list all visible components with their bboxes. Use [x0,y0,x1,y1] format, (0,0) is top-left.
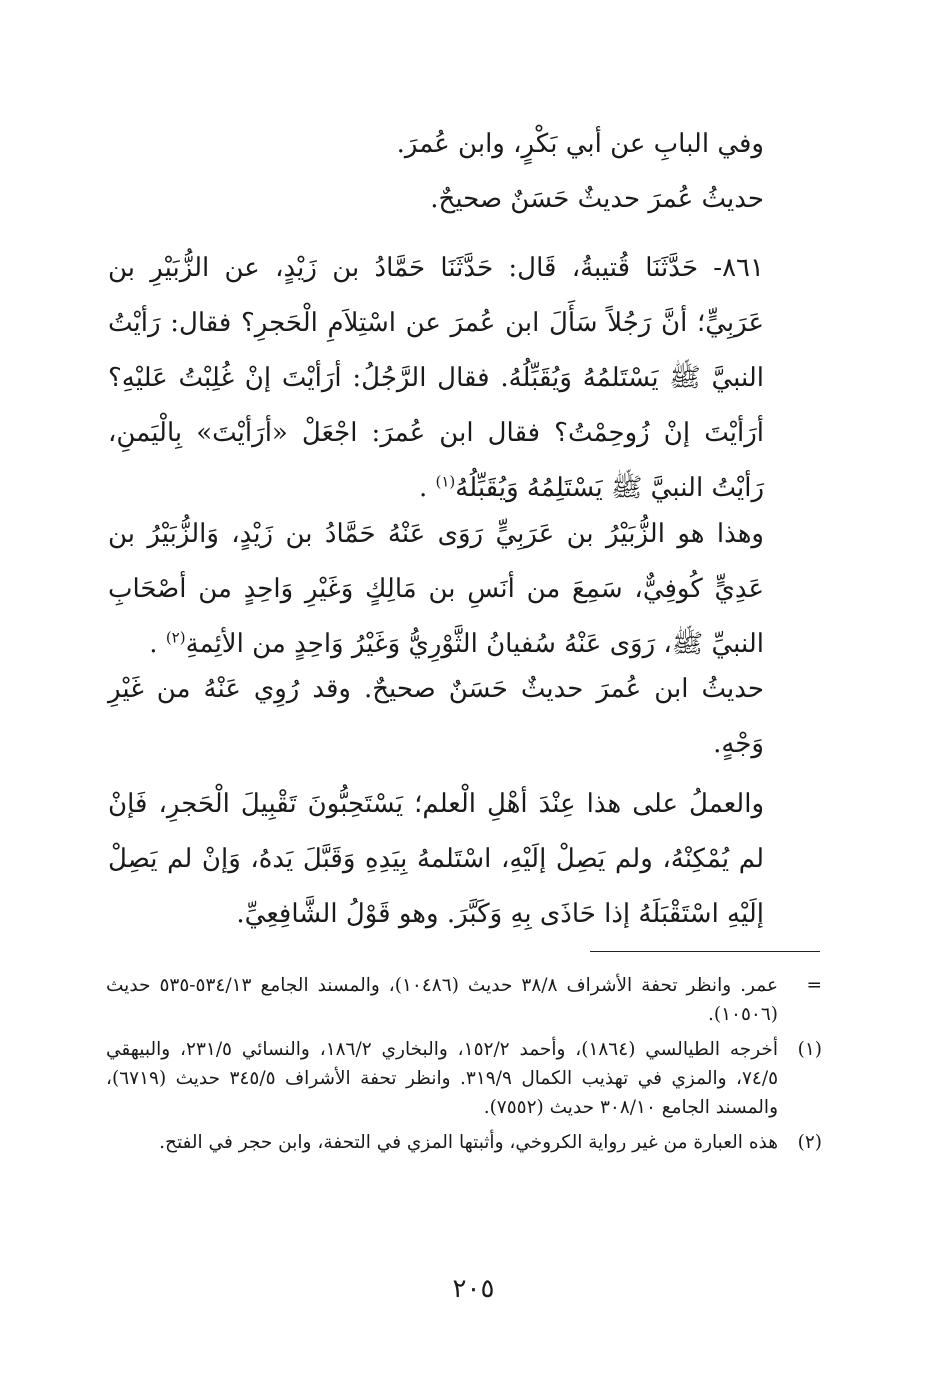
paragraph-hadith-861 [108,241,764,516]
footnote-marker-2: (٢) [797,1132,822,1153]
narrator-note-end: . [149,629,158,659]
footnote-separator [590,951,820,952]
paragraph-hadith-grade: حديثُ عُمرَ حديثٌ حَسَنٌ صحيحٌ. [430,184,764,214]
narrator-note-text: وهذا هو الزُّبَيْرُ بن عَرَبِيٍّ رَوَى عَنْهُ حَمَّادُ بن زَيْدٍ، وَالزُّبَيْرُ بن عَدِيٍّ كُوفِيٌّ، سَمِعَ من أنَسِ بن مَالِكٍ وَغَيْرِ وَاحِدٍ من أصْحَابِ النبيِّ ﷺ، رَوَى عَنْهُ سُفيانُ الثَّوْرِيُّ وَغَيْرُ وَاحِدٍ من الأئِمةِ [108,519,764,659]
paragraph-ibn-umar-grade: حديثُ ابن عُمرَ حديثٌ حَسَنٌ صحيحٌ. وقد رُوِي عَنْهُ من غَيْرِ وَجْهٍ. [108,674,764,759]
paragraph-chapter-note: وفي البابِ عن أبي بَكْرٍ، وابن عُمرَ. [396,129,764,159]
footnote-ref-1[interactable]: (١) [435,472,456,491]
practice-block [108,777,764,942]
footnotes [106,971,822,1163]
footnote-marker-continued: = [806,975,822,996]
footnote-marker-1: (١) [797,1039,822,1060]
footnote-text-2: هذه العبارة من غير رواية الكروخي، وأثبتها المزي في التحفة، وابن حجر في الفتح. [159,1132,778,1153]
page-number: ٢٠٥ [452,1274,495,1304]
hadith-861-text: ٨٦١- حَدَّثَنَا قُتيبةُ، قَال: حَدَّثَنَا حَمَّادُ بن زَيْدٍ، عن الزُّبَيْرِ بن عَرَبِيٍّ؛ أنَّ رَجُلاً سَأَلَ ابن عُمرَ عن اسْتِلاَمِ الْحَجرِ؟ فقال: رَأيْتُ النبيَّ ﷺ يَسْتَلمُهُ وَيُقَبِّلُهُ. فقال الرَّجُلُ: أرَأيْتَ إنْ غُلِبْتُ عَليْهِ؟ أرَأيْتَ إنْ زُوحِمْتُ؟ فقال ابن عُمرَ: اجْعَلْ «أرَأيْتَ» بِالْيَمنِ، رَأيْتُ النبيَّ ﷺ يَسْتَلِمُهُ وَيُقَبِّلُهُ [108,253,764,503]
hadith-861-end: . [418,473,428,503]
paragraph-narrator-note [108,507,764,672]
paragraph-practice: والعملُ على هذا عِنْدَ أهْلِ الْعلم؛ يَسْتَحِبُّونَ تَقْبِيلَ الْحَجرِ، فَإنْ لم يُمْكِنْهُ، ولم يَصِلْ إلَيْهِ، اسْتَلمهُ بِيَدِهِ وَقَبَّلَ يَدهُ، وَإنْ لم يَصِلْ إلَيْهِ اسْتَقْبَلَهُ إذا حَاذَى بِهِ وَكَبَّرَ. وهو قَوْلُ الشَّافِعِيِّ. [108,789,764,929]
footnote-continued [106,971,822,1029]
footnote-2 [106,1128,822,1157]
footnote-text-continued: عمر. وانظر تحفة الأشراف ٣٨/٨ حديث (١٠٤٨٦)، والمسند الجامع ٥٣٤/١٣-٥٣٥ حديث (١٠٥٠٦). [106,975,778,1025]
narrator-block [108,507,764,672]
footnote-ref-2[interactable]: (٢) [165,628,186,647]
hadith-block [108,241,764,516]
grade-block [108,662,764,772]
main-text [108,117,764,227]
footnote-1 [106,1035,822,1122]
footnote-text-1: أخرجه الطيالسي (١٨٦٤)، وأحمد ١٥٢/٢، والبخاري ١٨٦/٢، والنسائي ٢٣١/٥، والبيهقي ٧٤/٥، والمزي في تهذيب الكمال ٣١٩/٩. وانظر تحفة الأشراف ٣٤٥/٥ حديث (٦٧١٩)، والمسند الجامع ٣٠٨/١٠ حديث (٧٥٥٢). [106,1039,779,1118]
